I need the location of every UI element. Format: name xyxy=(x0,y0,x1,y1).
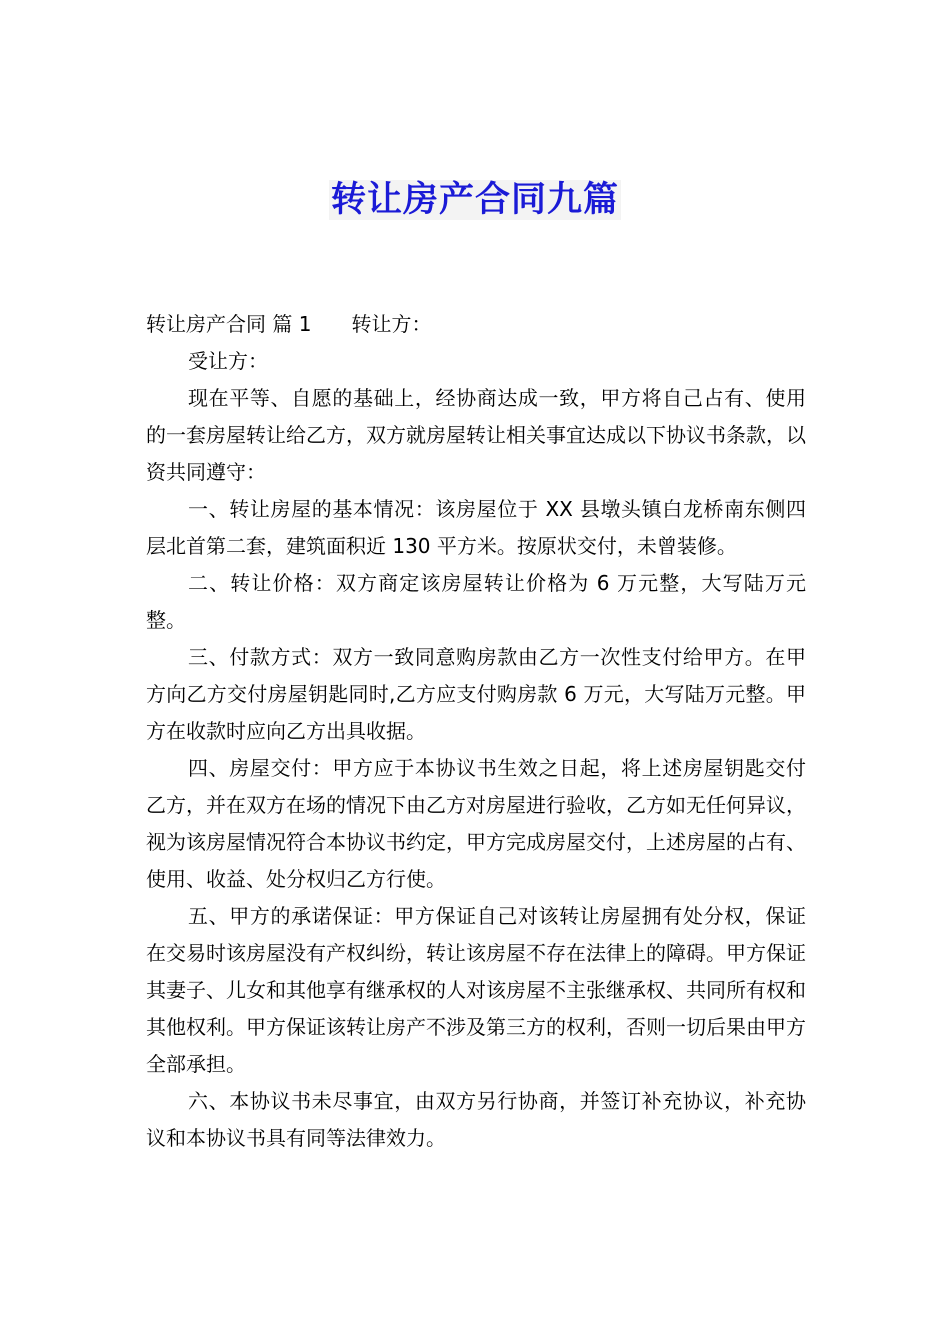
paragraph-clause-4: 四、房屋交付：甲方应于本协议书生效之日起，将上述房屋钥匙交付乙方，并在双方在场的情况下由乙方对房屋进行验收，乙方如无任何异议，视为该房屋情况符合本协议书约定，甲方完成房屋交付，上述房屋的占有、使用、收益、处分权归乙方行使。 xyxy=(146,756,806,891)
document-body xyxy=(146,306,806,1157)
transferor-label: 转让方： xyxy=(351,312,432,336)
contract-heading: 转让房产合同 篇 1 xyxy=(146,312,312,336)
document-title-text: 转让房产合同九篇 xyxy=(330,180,619,220)
paragraph-clause-3: 三、付款方式：双方一致同意购房款由乙方一次性支付给甲方。在甲方向乙方交付房屋钥匙同时,乙方应支付购房款 6 万元，大写陆万元整。甲方在收款时应向乙方出具收据。 xyxy=(146,645,806,743)
paragraph-clause-6: 六、本协议书未尽事宜，由双方另行协商，并签订补充协议，补充协议和本协议书具有同等法律效力。 xyxy=(146,1089,806,1150)
document-title xyxy=(0,172,950,222)
paragraph-intro: 现在平等、自愿的基础上，经协商达成一致，甲方将自己占有、使用的一套房屋转让给乙方，双方就房屋转让相关事宜达成以下协议书条款，以资共同遵守： xyxy=(146,386,806,484)
transferee-label: 受让方： xyxy=(188,349,268,373)
paragraph-clause-2: 二、转让价格：双方商定该房屋转让价格为 6 万元整，大写陆万元整。 xyxy=(146,571,806,632)
paragraph-clause-1: 一、转让房屋的基本情况：该房屋位于 XX 县墩头镇白龙桥南东侧四层北首第二套，建筑面积近 130 平方米。按原状交付，未曾装修。 xyxy=(146,497,806,558)
paragraph-clause-5: 五、甲方的承诺保证：甲方保证自己对该转让房屋拥有处分权，保证在交易时该房屋没有产权纠纷，转让该房屋不存在法律上的障碍。甲方保证其妻子、儿女和其他享有继承权的人对该房屋不主张继承权、共同所有权和其他权利。甲方保证该转让房产不涉及第三方的权利，否则一切后果由甲方全部承担。 xyxy=(146,904,806,1076)
contract-heading-line xyxy=(146,306,806,343)
